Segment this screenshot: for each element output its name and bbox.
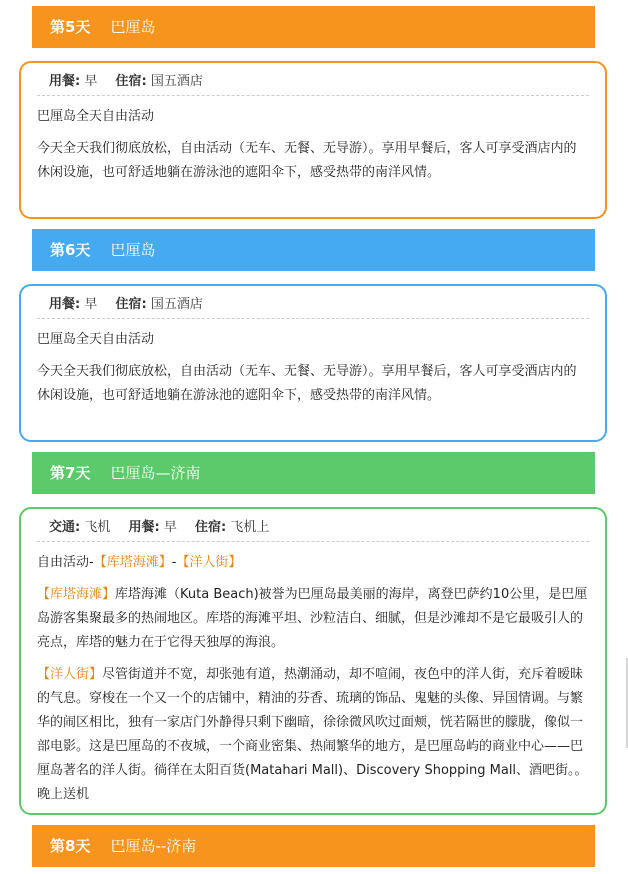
hotel-value: 飞机上 [230,520,270,535]
activity-title [37,551,589,575]
street-tag: 【洋人街】 [37,667,103,682]
activity-title: 巴厘岛全天自由活动 [37,109,155,124]
hotel-value: 国五酒店 [150,297,203,312]
transport-value: 飞机 [84,520,111,535]
day-card-7 [19,507,607,815]
meal-label: 用餐: [49,74,81,89]
title-prefix: 自由活动- [37,555,94,570]
kuta-paragraph [37,583,589,655]
day-route: 巴厘岛—济南 [110,464,201,482]
day-card-6 [19,284,607,442]
meta-row [37,515,589,542]
street-paragraph [37,663,589,807]
hotel-label: 住宿: [115,74,147,89]
meta-row [37,292,589,319]
day-route: 巴厘岛 [110,241,156,259]
hotel-value: 国五酒店 [150,74,203,89]
kuta-tag: 【库塔海滩】 [37,587,116,602]
day-route: 巴厘岛 [110,18,156,36]
day-card-5 [19,61,607,219]
day-header-6 [32,229,595,271]
title-kuta-link[interactable]: 【库塔海滩】 [93,555,172,570]
day-header-5 [32,6,595,48]
day-number: 第5天 [50,18,91,36]
kuta-text: 库塔海滩（Kuta Beach)被誉为巴厘岛最美丽的海岸，离登巴萨约10公里，是巴厘岛游客集聚最多的热闹地区。库塔的海滩平坦、沙粒洁白、细腻，但是沙滩却不是它最吸引人的亮点，库塔的魅力在于它得天独厚的海浪。 [37,587,588,650]
transport-label: 交通: [49,520,81,535]
activity-desc: 今天全天我们彻底放松，自由活动（无车、无餐、无导游）。享用早餐后，客人可享受酒店内的休闲设施，也可舒适地躺在游泳池的遮阳伞下，感受热带的南洋风情。 [37,364,577,403]
street-text: 尽管街道并不宽，却张弛有道，热潮涌动，却不喧闹，夜色中的洋人街，充斥着暧昧的气息。穿梭在一个又一个的店铺中，精油的芬香、琉璃的饰品、鬼魅的头像、异国情调。与繁华的闹区相比，独有一家店门外静得只剩下幽暗，徐徐微风吹过面颊，恍若隔世的朦胧，像似一部电影。这是巴厘岛的不夜城，一个商业密集、热闹繁华的地方，是巴厘岛屿的商业中心——巴厘岛著名的洋人街。徜徉在太阳百货(Matahari Mall)、Discovery Shopping Mall、酒吧街。。晚上送机 [37,667,588,802]
activity-desc: 今天全天我们彻底放松，自由活动（无车、无餐、无导游）。享用早餐后，客人可享受酒店内的休闲设施，也可舒适地躺在游泳池的遮阳伞下，感受热带的南洋风情。 [37,141,577,180]
day-number: 第7天 [50,464,91,482]
day-header-8 [32,825,595,867]
activity-title: 巴厘岛全天自由活动 [37,332,155,347]
day-header-7 [32,452,595,494]
title-street-link[interactable]: 【洋人街】 [176,555,242,570]
title-separator: - [171,555,177,570]
day-route: 巴厘岛--济南 [110,837,197,855]
meal-label: 用餐: [49,297,81,312]
meal-label: 用餐: [128,520,160,535]
day-number: 第8天 [50,837,91,855]
hotel-label: 住宿: [115,297,147,312]
day-number: 第6天 [50,241,91,259]
meal-value: 早 [163,520,177,535]
hotel-label: 住宿: [195,520,227,535]
meal-value: 早 [84,297,98,312]
meal-value: 早 [84,74,98,89]
meta-row [37,69,589,96]
